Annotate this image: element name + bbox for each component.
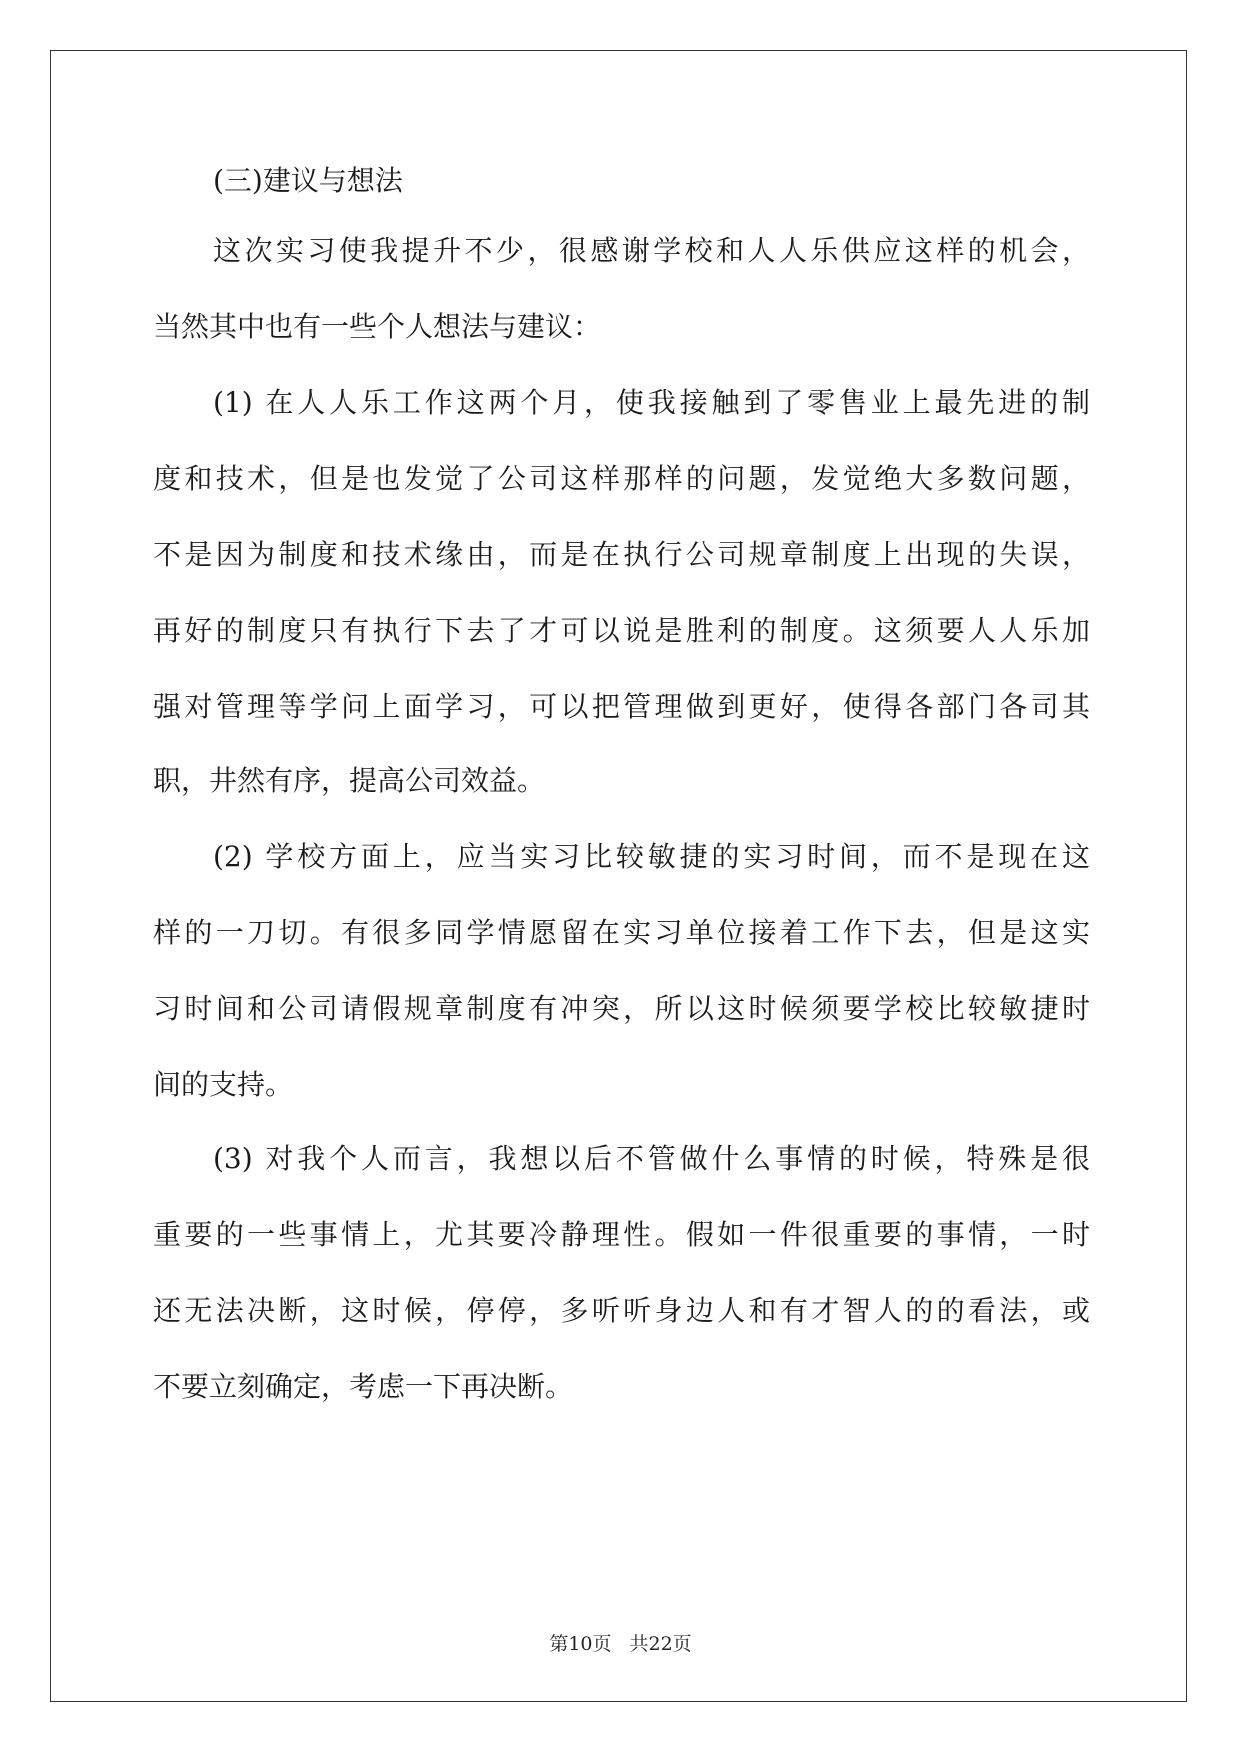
paragraph-line: 重要的一些事情上，尤其要冷静理性。假如一件很重要的事情，一时 xyxy=(153,1218,1090,1251)
page-footer xyxy=(0,1632,1241,1656)
paragraph-line: 强对管理等学问上面学习，可以把管理做到更好，使得各部门各司其 xyxy=(153,690,1090,723)
page-number: 第10页 xyxy=(549,1633,612,1655)
paragraph-line: (2) 学校方面上，应当实习比较敏捷的实习时间，而不是现在这 xyxy=(213,840,1090,873)
paragraph-line: 还无法决断，这时候，停停，多听听身边人和有才智人的的看法，或 xyxy=(153,1294,1090,1327)
paragraph-line: 不要立刻确定，考虑一下再决断。 xyxy=(153,1370,574,1403)
paragraph-line: 间的支持。 xyxy=(153,1068,294,1101)
paragraph-line: 当然其中也有一些个人想法与建议： xyxy=(153,310,602,343)
paragraph-line: 职，井然有序，提高公司效益。 xyxy=(153,764,546,797)
paragraph-line: 度和技术，但是也发觉了公司这样那样的问题，发觉绝大多数问题， xyxy=(153,462,1090,495)
paragraph-line: 再好的制度只有执行下去了才可以说是胜利的制度。这须要人人乐加 xyxy=(153,614,1090,647)
paragraph-line: (3) 对我个人而言，我想以后不管做什么事情的时候，特殊是很 xyxy=(213,1142,1090,1175)
section-heading: (三)建议与想法 xyxy=(213,164,403,197)
paragraph-line: 不是因为制度和技术缘由，而是在执行公司规章制度上出现的失误， xyxy=(153,538,1090,571)
paragraph-line: 习时间和公司请假规章制度有冲突，所以这时候须要学校比较敏捷时 xyxy=(153,992,1090,1025)
paragraph-line: 这次实习使我提升不少，很感谢学校和人人乐供应这样的机会， xyxy=(213,234,1090,267)
page-total: 共22页 xyxy=(629,1633,692,1655)
paragraph-line: 样的一刀切。有很多同学情愿留在实习单位接着工作下去，但是这实 xyxy=(153,916,1090,949)
paragraph-line: (1) 在人人乐工作这两个月，使我接触到了零售业上最先进的制 xyxy=(213,386,1090,419)
